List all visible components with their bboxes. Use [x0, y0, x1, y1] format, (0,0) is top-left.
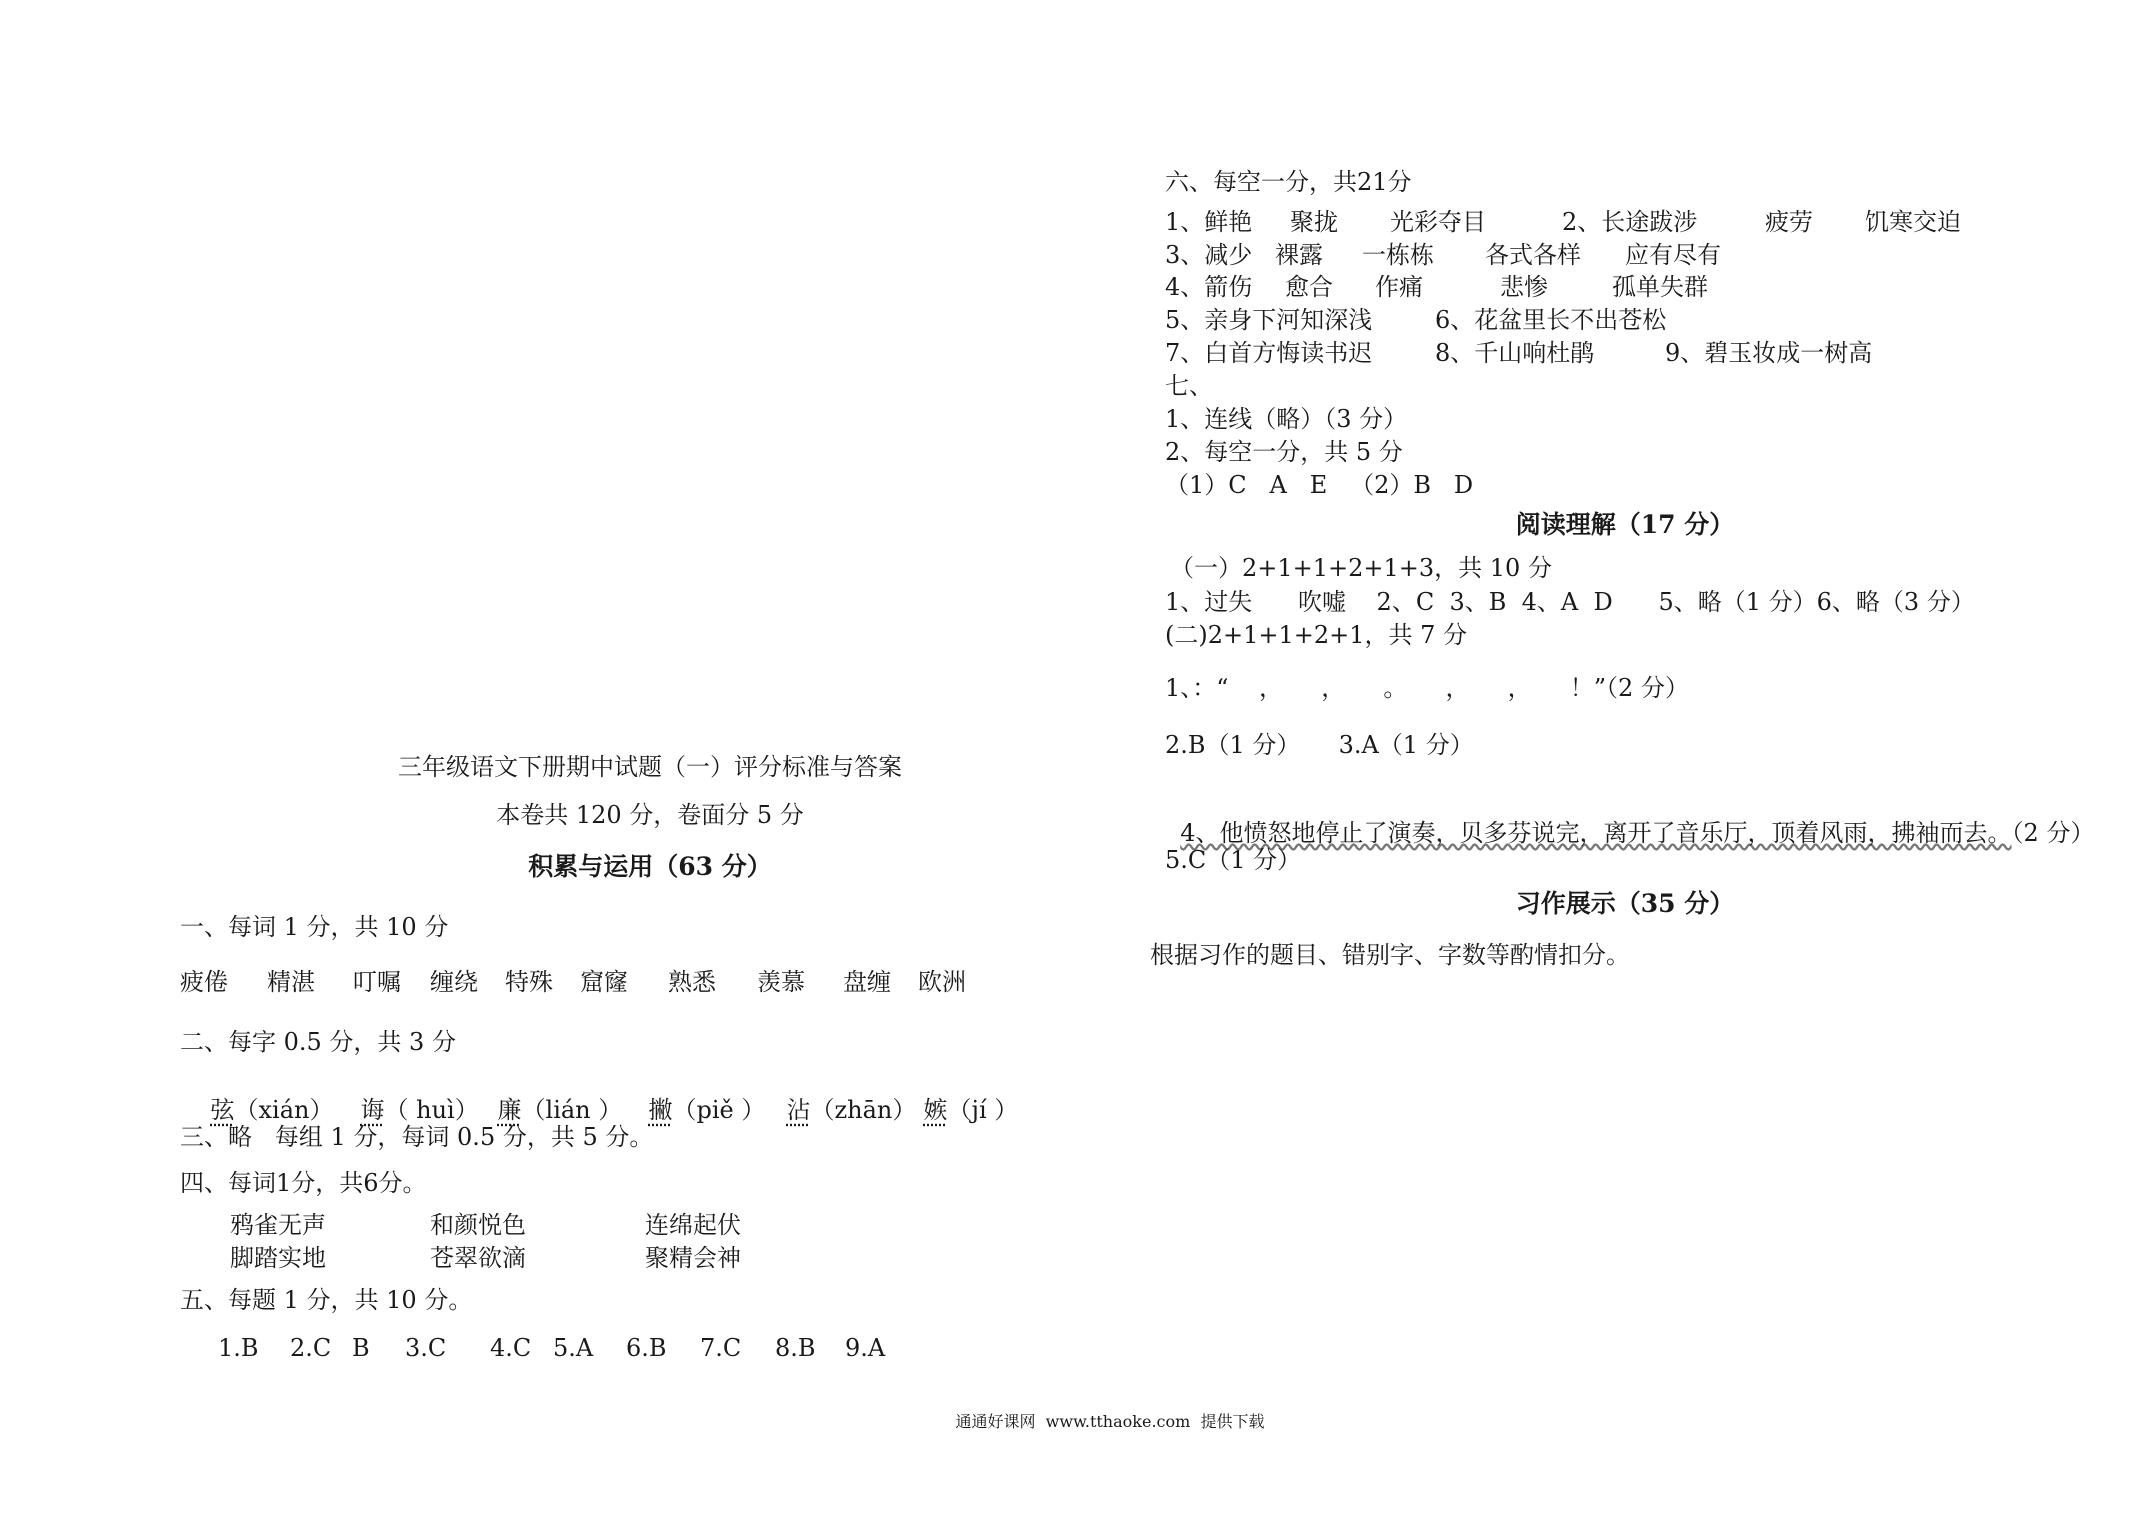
q1-word: 熟悉	[668, 968, 716, 996]
page-footer: 通通好课网 www.tthaoke.com 提供下载	[955, 1412, 1265, 1431]
q2-char: 弦	[210, 1096, 235, 1124]
q6-item: 疲劳	[1765, 208, 1813, 236]
q2-pinyin: （jí ）	[947, 1096, 1019, 1124]
writing-instructions: 根据习作的题目、错别字、字数等酌情扣分。	[1150, 941, 1630, 969]
q4-idiom: 连绵起伏	[645, 1211, 741, 1239]
q6-header: 六、每空一分，共21分	[1165, 168, 1412, 196]
q6-item: 聚拢	[1290, 208, 1338, 236]
reading-part1-header: （一）2+1+1+2+1+3，共 10 分	[1170, 554, 1552, 582]
q6-item: 光彩夺目	[1390, 208, 1486, 236]
section-title-reading: 阅读理解（17 分）	[1515, 510, 1735, 539]
document-title: 三年级语文下册期中试题（一）评分标准与答案	[398, 753, 902, 781]
q6-item: 8、千山响杜鹃	[1435, 339, 1595, 367]
q7-line-2: 2、每空一分，共 5 分	[1165, 438, 1403, 466]
q1-word: 叮嘱	[353, 968, 401, 996]
q6-item: 6、花盆里长不出苍松	[1435, 306, 1667, 334]
q6-item: 一栋栋	[1362, 241, 1434, 269]
q2-pinyin: （zhān）	[810, 1096, 917, 1124]
q6-item: 1、鲜艳	[1165, 208, 1253, 236]
reading-part2-answer-2: 2.B（1 分） 3.A（1 分）	[1165, 731, 1474, 759]
q2-header: 二、每字 0.5 分，共 3 分	[180, 1028, 456, 1056]
section-title-accumulation: 积累与运用（63 分）	[528, 852, 772, 881]
q5-answer: B	[352, 1334, 370, 1362]
q1-word: 疲倦	[180, 968, 228, 996]
reading-part1-answers: 1、过失 吹嘘 2、C 3、B 4、A D 5、略（1 分）6、略（3 分）	[1165, 588, 1975, 616]
q5-answer: 7.C	[700, 1334, 742, 1362]
q6-item: 饥寒交迫	[1865, 208, 1961, 236]
reading-part2-answer-4	[1165, 788, 2094, 848]
q6-item: 2、长途跋涉	[1562, 208, 1698, 236]
q2-pinyin: （piě ）	[672, 1096, 766, 1124]
q5-answer: 1.B	[218, 1334, 259, 1362]
q6-item: 各式各样	[1485, 241, 1581, 269]
q4-header: 四、每词1分，共6分。	[180, 1169, 427, 1197]
q5-answer: 5.A	[553, 1334, 594, 1362]
q2-char: 诲	[360, 1096, 385, 1124]
q5-answer: 2.C	[290, 1334, 332, 1362]
q6-item: 孤单失群	[1612, 273, 1708, 301]
q2-pinyin: （xián）	[234, 1096, 334, 1124]
q1-word: 缠绕	[430, 968, 478, 996]
reading-part2-answer-1: 1、：“ ， ， 。 ， ， ！”（2 分）	[1165, 674, 1689, 702]
reading-part2-answer-5: 5.C（1 分）	[1165, 846, 1302, 874]
q1-word: 窟窿	[580, 968, 628, 996]
q4-idiom: 鸦雀无声	[230, 1211, 326, 1239]
q1-word: 精湛	[267, 968, 315, 996]
q4-idiom: 脚踏实地	[230, 1244, 326, 1272]
reading-answer-4-text: 4、他愤怒地停止了演奏，贝多芬说完，离开了音乐厅，顶着风雨，拂袖而去。	[1180, 819, 2012, 847]
q4-idiom: 聚精会神	[645, 1244, 741, 1272]
reading-part2-header: (二)2+1+1+2+1，共 7 分	[1165, 621, 1468, 649]
q6-item: 作痛	[1375, 273, 1423, 301]
q2-item	[893, 1065, 1018, 1155]
q6-item: 5、亲身下河知深浅	[1165, 306, 1373, 334]
q6-item: 悲惨	[1500, 273, 1548, 301]
q5-answer: 6.B	[626, 1334, 667, 1362]
q6-item: 愈合	[1285, 273, 1333, 301]
q5-header: 五、每题 1 分，共 10 分。	[180, 1286, 473, 1314]
q3-line: 三、略 每组 1 分，每词 0.5 分，共 5 分。	[180, 1123, 654, 1151]
q6-item: 应有尽有	[1625, 241, 1721, 269]
q6-item: 4、箭伤	[1165, 273, 1253, 301]
q6-item: 3、减少	[1165, 241, 1253, 269]
q6-item: 裸露	[1275, 241, 1323, 269]
q6-item: 9、碧玉妆成一树高	[1665, 339, 1873, 367]
q1-word: 盘缠	[843, 968, 891, 996]
q5-answer: 8.B	[775, 1334, 816, 1362]
q2-char: 廉	[497, 1096, 522, 1124]
q2-pinyin: （lián ）	[521, 1096, 623, 1124]
q7-line-1: 1、连线（略）（3 分）	[1165, 405, 1408, 433]
q7-header: 七、	[1165, 372, 1213, 400]
q1-word: 羡慕	[757, 968, 805, 996]
q6-item: 7、白首方悔读书迟	[1165, 339, 1373, 367]
q1-word: 特殊	[505, 968, 553, 996]
q4-idiom: 和颜悦色	[430, 1211, 526, 1239]
q2-char: 撇	[648, 1096, 673, 1124]
q2-pinyin: （ huì）	[384, 1096, 479, 1124]
q7-line-3: （1）C A E （2）B D	[1165, 471, 1474, 499]
section-title-writing: 习作展示（35 分）	[1515, 889, 1735, 918]
q1-word: 欧洲	[918, 968, 966, 996]
reading-answer-4-score: （2 分）	[2011, 819, 2095, 847]
document-subtitle: 本卷共 120 分，卷面分 5 分	[496, 801, 804, 829]
q2-char: 沾	[786, 1096, 811, 1124]
q5-answer: 9.A	[845, 1334, 886, 1362]
q4-idiom: 苍翠欲滴	[430, 1244, 526, 1272]
q2-char: 嫉	[923, 1096, 948, 1124]
q5-answer: 3.C	[405, 1334, 447, 1362]
q5-answer: 4.C	[490, 1334, 532, 1362]
q1-header: 一、每词 1 分，共 10 分	[180, 913, 449, 941]
